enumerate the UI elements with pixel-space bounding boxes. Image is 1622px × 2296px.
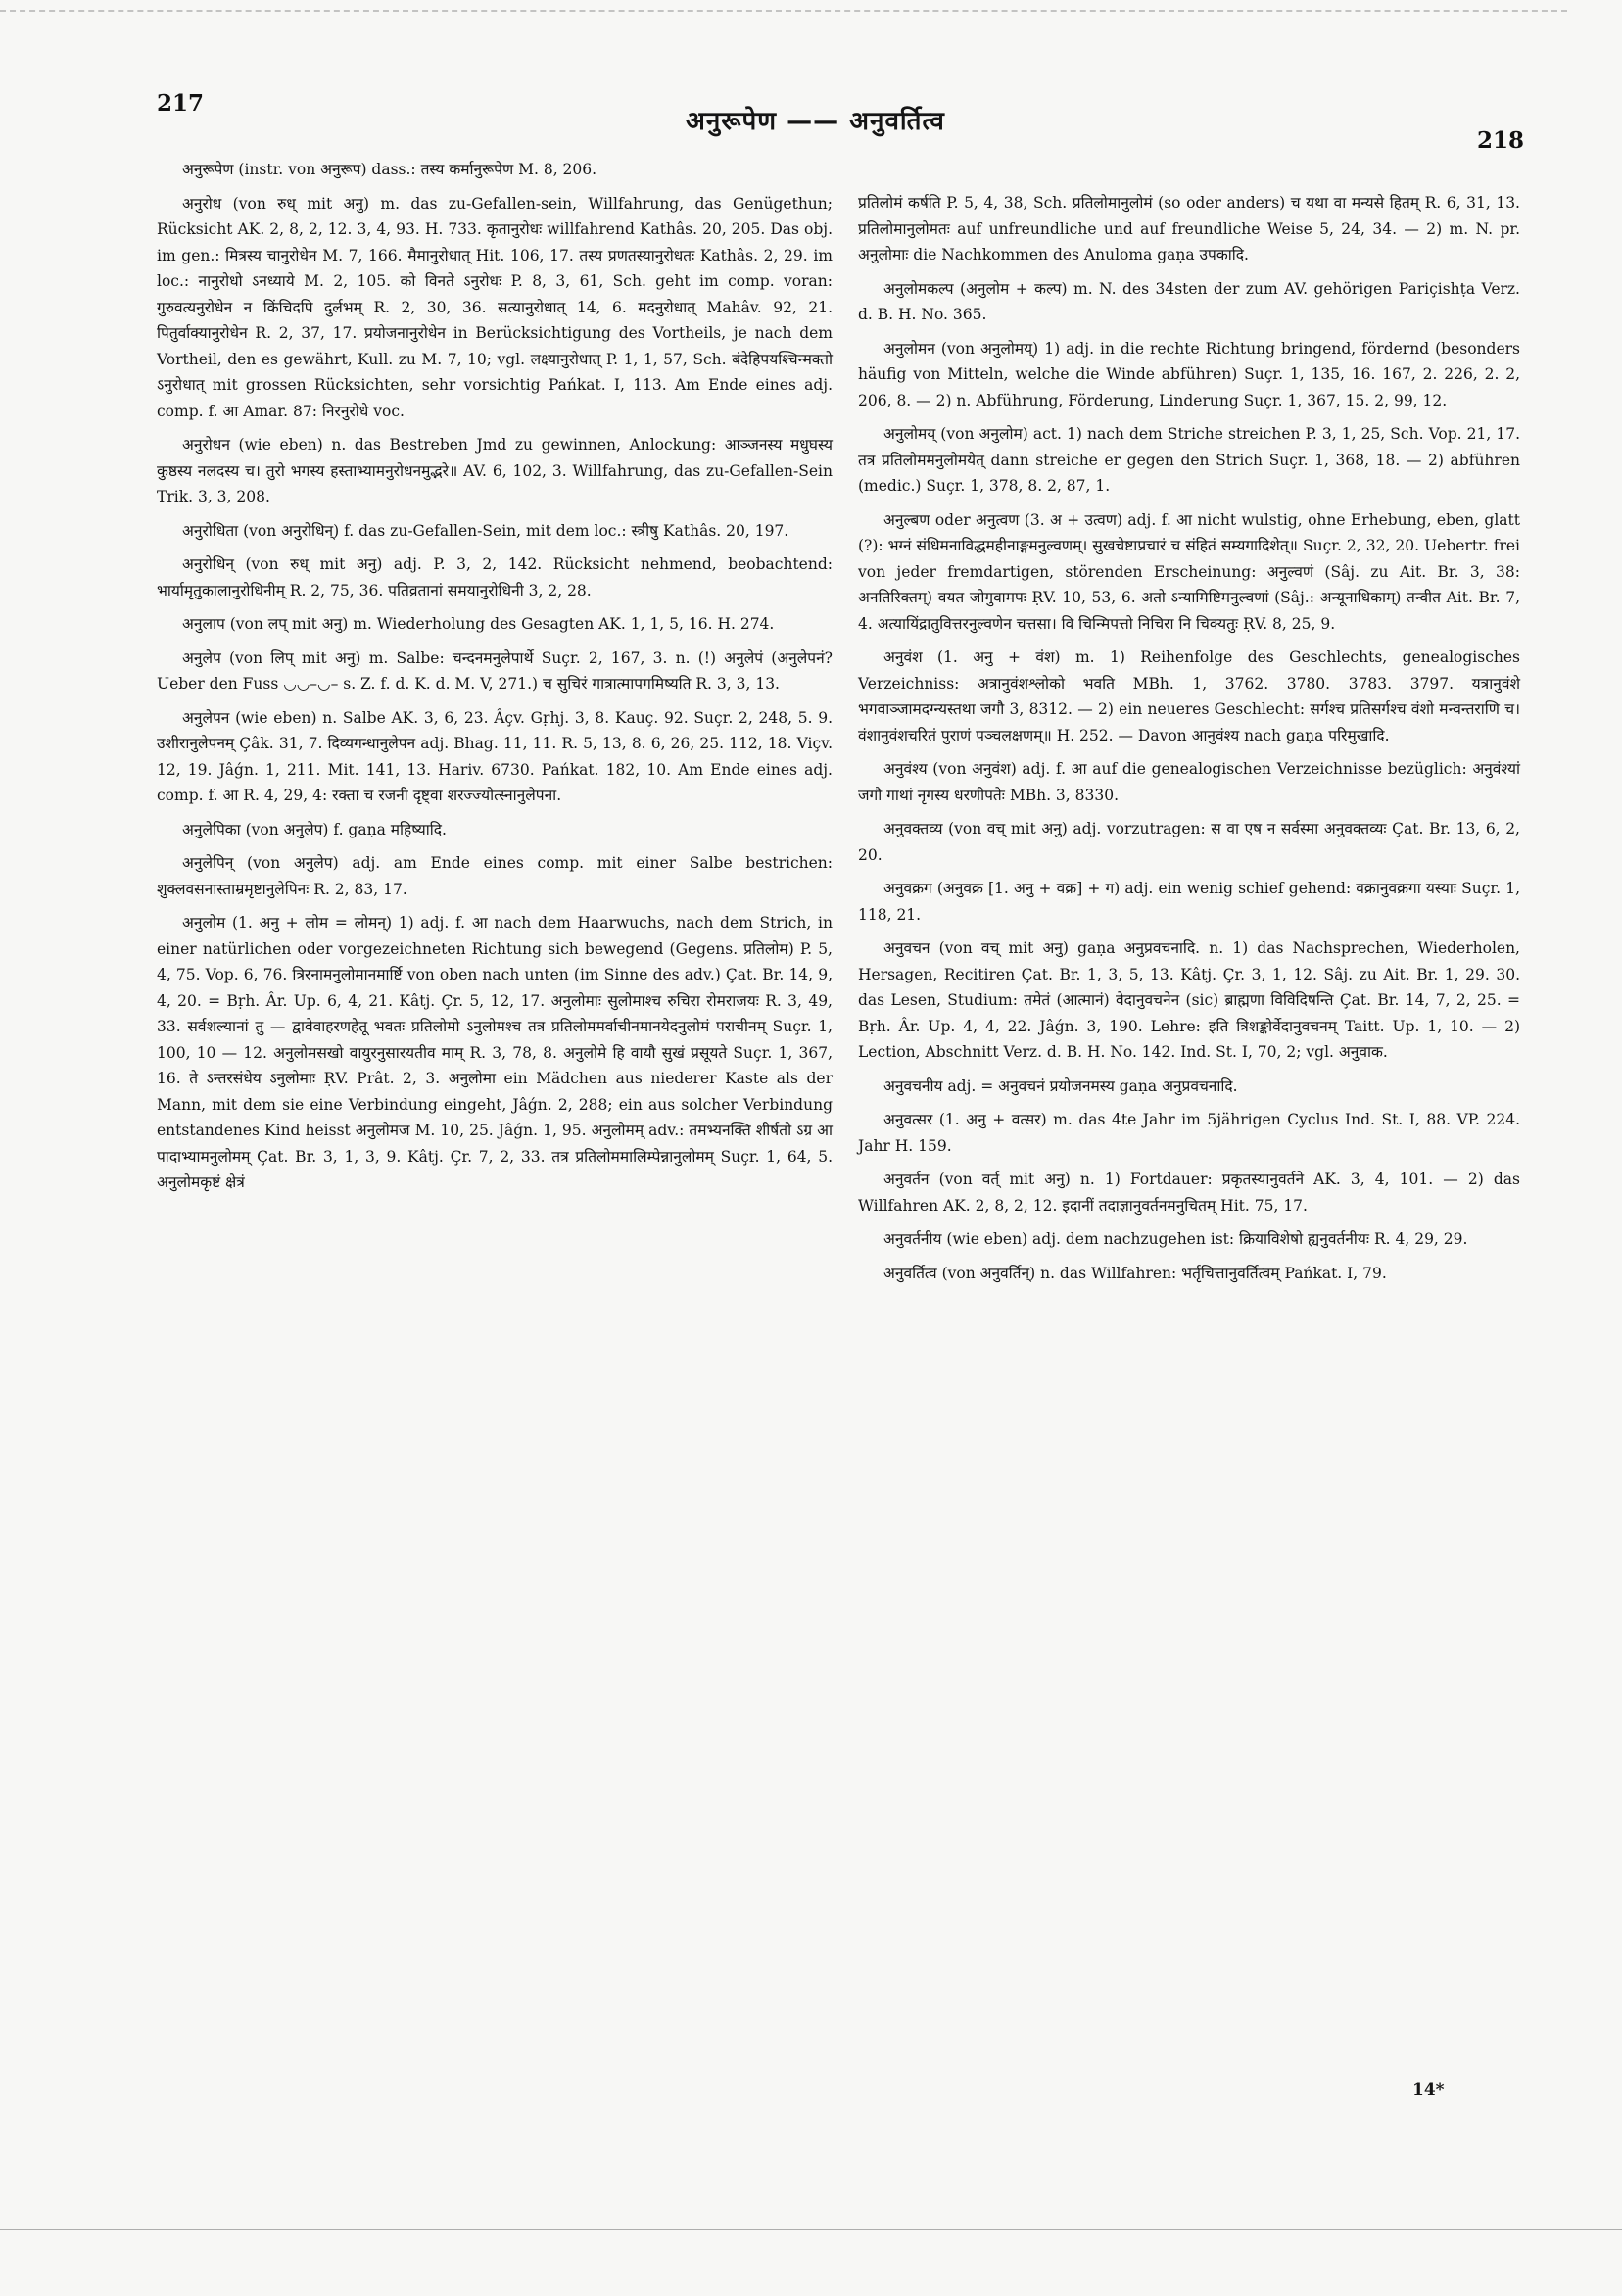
- left-column: [157, 157, 833, 1204]
- dictionary-entry: अनुलोमय् (von अनुलोम) act. 1) nach dem Striche streichen P. 3, 1, 25, Sch. Vop. 21, 17. तत्र प्रतिलोममनुलोमयेत् dann streiche er gegen den Strich Suçr. 1, 368, 18. — 2) abführen (medic.) Suçr. 1, 378, 8. 2, 87, 1.: [858, 425, 1520, 495]
- dictionary-entry: अनुलोमकल्प (अनुलोम + कल्प) m. N. des 34sten der zum AV. gehörigen Pariçishṭa Verz. d. B. H. No. 365.: [858, 279, 1520, 323]
- dictionary-entry: अनुवचनीय adj. = अनुवचनं प्रयोजनमस्य gaṇa अनुप्रवचनादि.: [883, 1076, 1238, 1095]
- dictionary-entry: अनुवर्तित्व (von अनुवर्तिन्) n. das Willfahren: भर्तृचित्तानुवर्तित्वम् Pańkat. I, 79.: [883, 1264, 1387, 1282]
- scan-bottom-edge: [0, 2229, 1622, 2230]
- signature-mark: 14*: [1412, 2081, 1445, 2100]
- dictionary-entry: अनुलेपन (wie eben) n. Salbe AK. 3, 6, 23. Âçv. Gṛhj. 3, 8. Kauç. 92. Suçr. 2, 248, 5. 9. उशीरानुलेपनम् Çâk. 31, 7. दिव्यगन्धानुलेपन adj. Bhag. 11, 11. R. 5, 13, 8. 6, 26, 25. 112, 18. Viçv. 12, 19. Jâǵn. 1, 211. Mit. 141, 13. Hariv. 6730. Pańkat. 182, 10. Am Ende eines adj. comp. f. आ R. 4, 29, 4: रक्ता च रजनी दृष्ट्वा शरज्ज्योत्स्नानुलेपना.: [157, 708, 833, 804]
- dictionary-entry: अनुरोध (von रुध् mit अनु) m. das zu-Gefallen-sein, Willfahrung, das Genügethun; Rücksicht AK. 2, 8, 2, 12. 3, 4, 93. H. 733. कृतानुरोधः willfahrend Kathâs. 20, 205. Das obj. im gen.: मित्रस्य चानुरोधेन M. 7, 166. मैमानुरोधात् Hit. 106, 17. तस्य प्रणतस्यानुरोधतः Kathâs. 2, 29. im loc.: नानुरोधो ऽनध्याये M. 2, 105. को विनते ऽनुरोधः P. 8, 3, 61, Sch. geht im comp. voran: गुरुवत्यनुरोधेन न किंचिदपि दुर्लभम् R. 2, 30, 36. सत्यानुरोधात् 14, 6. मदनुरोधात् Mahâv. 92, 21. पितुर्वाक्यानुरोधेन R. 2, 37, 17. प्रयोजनानुरोधेन in Berücksichtigung des Vortheils, je nach dem Vortheil, den es gewährt, Kull. zu M. 7, 10; vgl. लक्ष्यानुरोधात् P. 1, 1, 57, Sch. बंदेहिपयश्चिन्मक्तो ऽनुरोधात् mit grossen Rücksichten, sehr vorsichtig Pańkat. I, 113. Am Ende eines adj. comp. f. आ Amar. 87: निरनुरोधे voc.: [157, 194, 833, 420]
- dictionary-entry: अनुलेपिका (von अनुलेप) f. gaṇa महिष्यादि.: [182, 820, 447, 838]
- scan-top-edge: [0, 10, 1567, 12]
- dictionary-entry: अनुवक्रग (अनुवक्र [1. अनु + वक्र] + ग) adj. ein wenig schief gehend: वक्रानुवक्रगा यस्याः Suçr. 1, 118, 21.: [858, 880, 1520, 924]
- dictionary-entry: अनुवंश (1. अनु + वंश) m. 1) Reihenfolge des Geschlechts, genealogisches Verzeichniss: अत्रानुवंशश्लोको भवति MBh. 1, 3762. 3780. 3783. 3797. यत्रानुवंशे भगवाञ्जामदग्न्यस्तथा जगौ 3, 8312. — 2) ein neueres Geschlecht: सर्गश्च प्रतिसर्गश्च वंशो मन्वन्तराणि च। वंशानुवंशचरितं पुराणं पञ्चलक्षणम्॥ H. 252. — Davon आनुवंश्य nach gaṇa परिमुखादि.: [858, 648, 1520, 744]
- dictionary-entry: अनुवंश्य (von अनुवंश) adj. f. आ auf die genealogischen Verzeichnisse bezüglich: अनुवंश्यां जगौ गाथां नृगस्य धरणीपतेः MBh. 3, 8330.: [858, 760, 1520, 804]
- dictionary-entry: अनुवत्सर (1. अनु + वत्सर) m. das 4te Jahr im 5jährigen Cyclus Ind. St. I, 88. VP. 224. Jahr H. 159.: [858, 1111, 1520, 1155]
- dictionary-entry: अनुवर्तन (von वर्त् mit अनु) n. 1) Fortdauer: प्रकृतस्यानुवर्तने AK. 3, 4, 101. — 2) das Willfahren AK. 2, 8, 2, 12. इदानीं तदाज्ञानुवर्तनमनुचितम् Hit. 75, 17.: [858, 1171, 1520, 1215]
- dictionary-entry: अनुरोधिता (von अनुरोधिन्) f. das zu-Gefallen-Sein, mit dem loc.: स्त्रीषु Kathâs. 20, 197.: [182, 521, 789, 540]
- dictionary-entry: अनुरूपेण (instr. von अनुरूप) dass.: तस्य कर्मानुरूपेण M. 8, 206.: [182, 161, 597, 178]
- dictionary-entry: अनुवचन (von वच् mit अनु) gaṇa अनुप्रवचनादि. n. 1) das Nachsprechen, Wiederholen, Hersagen, Recitiren Çat. Br. 1, 3, 5, 13. Kâtj. Çr. 3, 1, 12. Sâj. zu Ait. Br. 1, 29. 30. das Lesen, Studium: तमेतं (आत्मानं) वेदानुवचनेन (sic) ब्राह्मणा विविदिषन्ति Çat. Br. 14, 7, 2, 25. = Bṛh. Âr. Up. 4, 4, 22. Jâǵn. 3, 190. Lehre: इति त्रिशङ्कोर्वेदानुवचनम् Taitt. Up. 1, 10. — 2) Lection, Abschnitt Verz. d. B. H. No. 142. Ind. St. I, 70, 2; vgl. अनुवाक.: [858, 939, 1520, 1061]
- dictionary-entry: अनुवर्तनीय (wie eben) adj. dem nachzugehen ist: क्रियाविशेषो ह्यनुवर्तनीयः R. 4, 29, 29.: [883, 1230, 1468, 1248]
- page-number-left: 217: [157, 90, 205, 117]
- dictionary-entry: अनुलाप (von लप् mit अनु) m. Wiederholung des Gesagten AK. 1, 1, 5, 16. H. 274.: [182, 615, 775, 633]
- dictionary-entry: प्रतिलोमं कर्षति P. 5, 4, 38, Sch. प्रतिलोमानुलोमं (so oder anders) च यथा वा मन्यसे हितम् R. 6, 31, 13. प्रतिलोमानुलोमतः auf unfreundliche und auf freundliche Weise 5, 24, 34. — 2) m. N. pr. अनुलोमाः die Nachkommen des Anuloma gaṇa उपकादि.: [858, 194, 1520, 263]
- page-number-right: 218: [1477, 127, 1525, 154]
- running-head: अनुरूपेण —— अनुवर्तित्व: [686, 107, 945, 136]
- dictionary-entry: अनुरोधन (wie eben) n. das Bestreben Jmd zu gewinnen, Anlockung: आञ्जनस्य मधुघस्य कुष्ठस्य नलदस्य च। तुरो भगस्य हस्ताभ्यामनुरोधनमुद्भरे॥ AV. 6, 102, 3. Willfahrung, das zu-Gefallen-Sein Trik. 3, 3, 208.: [157, 436, 833, 505]
- dictionary-entry: अनुलेप (von लिप् mit अनु) m. Salbe: चन्दनमनुलेपार्थे Suçr. 2, 167, 3. n. (!) अनुलेपं (अनुलेपनं? Ueber den Fuss ◡◡–◡– s. Z. f. d. K. d. M. V, 271.) च सुचिरं गात्रात्मापगमिष्यति R. 3, 3, 13.: [157, 648, 833, 693]
- dictionary-entry: अनुरोधिन् (von रुध् mit अनु) adj. P. 3, 2, 142. Rücksicht nehmend, beobachtend: भार्यामृतुकालानुरोधिनीम् R. 2, 75, 36. पतिव्रतानां समयानुरोधिनी 3, 2, 28.: [157, 555, 833, 599]
- dictionary-entry: अनुलोमन (von अनुलोमय्) 1) adj. in die rechte Richtung bringend, fördernd (besonders häufig von Mitteln, welche die Winde abführen) Suçr. 1, 135, 16. 167, 2. 226, 2. 2, 206, 8. — 2) n. Abführung, Förderung, Linderung Suçr. 1, 367, 15. 2, 99, 12.: [858, 339, 1520, 409]
- dictionary-entry: अनुलेपिन् (von अनुलेप) adj. am Ende eines comp. mit einer Salbe bestrichen: शुक्लवसनास्ताम्रमृष्टानुलेपिनः R. 2, 83, 17.: [157, 854, 833, 898]
- right-column: [858, 190, 1520, 1294]
- dictionary-entry: अनुवक्तव्य (von वच् mit अनु) adj. vorzutragen: स वा एष न सर्वस्मा अनुवक्तव्यः Çat. Br. 13, 6, 2, 20.: [858, 820, 1520, 864]
- dictionary-entry: अनुलोम (1. अनु + लोम = लोमन्) 1) adj. f. आ nach dem Haarwuchs, nach dem Strich, in einer natürlichen oder vorgezeichneten Richtung sich bewegend (Gegens. प्रतिलोम) P. 5, 4, 75. Vop. 6, 76. त्रिरनामनुलोमानमार्ष्टि von oben nach unten (im Sinne des adv.) Çat. Br. 14, 9, 4, 20. = Bṛh. Âr. Up. 6, 4, 21. Kâtj. Çr. 5, 12, 17. अनुलोमाः सुलोमाश्च रुचिरा रोमराजयः R. 3, 49, 33. सर्वशल्यानां तु — द्वावेवाहरणहेतू भवतः प्रतिलोमो ऽनुलोमश्च तत्र प्रतिलोममर्वाचीनमानयेदनुलोमं पराचीनम् Suçr. 1, 100, 10 — 12. अनुलोमसखो वायुरनुसारयतीव माम् R. 3, 78, 8. अनुलोमे हि वायौ सुखं प्रसूयते Suçr. 1, 367, 16. ते ऽन्तरसंधेय ऽनुलोमाः ṚV. Prât. 2, 3. अनुलोमा ein Mädchen aus niederer Kaste als der Mann, mit dem sie eine Verbindung eingeht, Jâǵn. 2, 288; ein aus solcher Verbindung entstandenes Kind heisst अनुलोमज M. 10, 25. Jâǵn. 1, 95. अनुलोमम् adv.: तमभ्यनक्ति शीर्षतो ऽग्र आ पादाभ्यामनुलोमम् Çat. Br. 3, 1, 3, 9. Kâtj. Çr. 7, 2, 33. तत्र प्रतिलोममालिम्पेन्नानुलोमम् Suçr. 1, 64, 5. अनुलोमकृष्टं क्षेत्रं: [157, 914, 833, 1191]
- dictionary-entry: अनुल्बण oder अनुत्वण (3. अ + उत्वण) adj. f. आ nicht wulstig, ohne Erhebung, eben, glatt (?): भग्नं संधिमनाविद्धमहीनाङ्गमनुल्वणम्। सुखचेष्टाप्रचारं च संहितं सम्यगादिशेत्॥ Suçr. 2, 32, 20. Uebertr. frei von jeder fremdartigen, störenden Erscheinung: अनुल्वणं (Sâj. zu Ait. Br. 3, 38: अनतिरिक्तम्) वयत जोगुवामपः ṚV. 10, 53, 6. अतो ऽन्यामिष्टिमनुल्वणां (Sâj.: अन्यूनाधिकाम्) तन्वीत Ait. Br. 7, 4. अत्यायिंद्रातुवित्तरनुल्वणेन चत्तसा। वि चिन्मिपत्तो निचिरा नि चिक्यतुः ṚV. 8, 25, 9.: [858, 510, 1520, 633]
